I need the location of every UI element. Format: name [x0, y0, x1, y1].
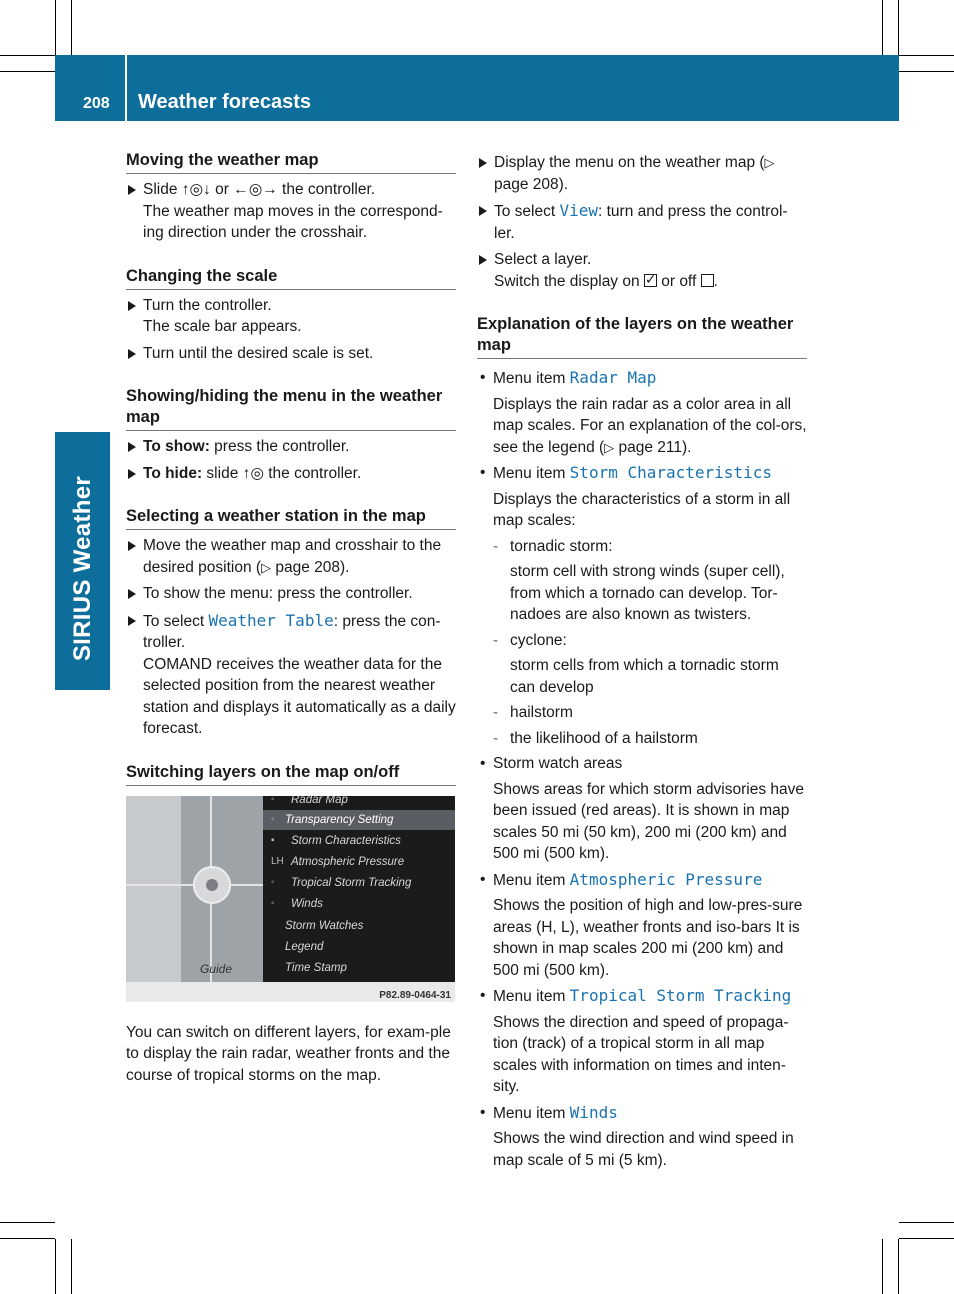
- map-label: Guide: [200, 961, 233, 976]
- item-description: Shows the wind direction and wind speed in map scale of 5 mi (5 km).: [493, 1130, 794, 1169]
- menu-row-icon: ◦: [271, 897, 275, 909]
- arrow-icon: [128, 185, 136, 195]
- menu-row: [263, 796, 455, 810]
- list-item: [477, 367, 807, 390]
- layer-menu: [263, 796, 455, 982]
- crop-mark: [899, 55, 954, 56]
- step-text: : press the con-troller.: [143, 612, 441, 651]
- instruction-step: [126, 436, 456, 458]
- list-item: [477, 1102, 807, 1125]
- menu-item-name: Weather Table: [208, 610, 334, 630]
- step-text: To select: [494, 203, 560, 220]
- figure-footer: [126, 982, 455, 1002]
- page-title: Weather forecasts: [138, 91, 312, 113]
- crop-mark: [898, 0, 899, 55]
- page-header: [55, 55, 899, 121]
- header-divider: [125, 55, 127, 121]
- step-text: Turn until the desired scale is set.: [143, 344, 374, 362]
- crop-mark: [898, 1239, 899, 1294]
- menu-row-label: Storm Characteristics: [291, 834, 401, 847]
- screen-figure: [126, 796, 455, 1002]
- menu-item-name: Winds: [569, 1102, 618, 1122]
- section-heading: Showing/hiding the menu in the weather map: [126, 386, 456, 431]
- section-heading: Changing the scale: [126, 266, 456, 290]
- checkbox-empty-icon: [701, 274, 714, 287]
- menu-row-icon: ◦: [271, 795, 275, 805]
- step-text: Display the menu on the weather map (: [494, 154, 765, 171]
- instruction-step: [477, 152, 807, 195]
- section-scale: [126, 266, 456, 365]
- step-text: Select a layer.: [494, 251, 592, 268]
- crop-mark: [55, 1239, 56, 1294]
- step-text: or off: [656, 272, 701, 290]
- menu-row: [263, 810, 455, 830]
- sub-item-description: storm cell with strong winds (super cell), from which a tornado can develop. Tor-nadoes are also known as twisters.: [510, 563, 785, 623]
- step-text: Switch the display on: [494, 272, 644, 290]
- controller-slide-up-icon: ↑◎: [242, 464, 264, 482]
- crop-mark: [0, 1238, 55, 1239]
- menu-row-label: Legend: [285, 940, 324, 953]
- weather-map: [126, 796, 263, 982]
- item-description: Shows areas for which storm advisories have been issued (red areas). It is shown in map scales 50 mi (50 km), 200 mi (200 km) and 500 mi (500 km).: [493, 780, 804, 862]
- bullet-icon: •: [480, 369, 486, 386]
- sub-list-item: [477, 536, 807, 558]
- item-text: hailstorm: [510, 704, 573, 721]
- figure-caption: You can switch on different layers, for exam-ple to display the rain radar, weather fronts and the course of tropical storms on the map.: [126, 1023, 451, 1084]
- step-text: the controller.: [277, 181, 376, 198]
- step-label: To hide:: [143, 464, 203, 482]
- crop-mark: [899, 71, 954, 72]
- instruction-step: [126, 463, 456, 485]
- step-text: Slide: [143, 181, 182, 198]
- arrow-icon: [479, 255, 487, 265]
- section-heading: Selecting a weather station in the map: [126, 506, 456, 530]
- checkbox-checked-icon: [644, 274, 657, 287]
- section-heading: Moving the weather map: [126, 150, 456, 174]
- step-text: page 208).: [494, 175, 569, 193]
- crop-mark: [882, 0, 883, 55]
- list-item: [477, 462, 807, 485]
- crop-mark: [882, 1239, 883, 1294]
- step-result: COMAND receives the weather data for the selected position from the nearest weather station and displays it automatically as a daily forecast.: [143, 655, 456, 737]
- step-text: or: [210, 181, 234, 198]
- menu-row: [263, 873, 455, 893]
- menu-row-label: Transparency Setting: [285, 813, 394, 826]
- item-text: tornadic storm:: [510, 537, 613, 555]
- menu-item-name: Radar Map: [569, 368, 657, 387]
- page-ref-icon: ▷: [261, 559, 272, 575]
- menu-row-label: Atmospheric Pressure: [291, 855, 405, 868]
- menu-row-label: Time Stamp: [285, 961, 347, 974]
- section-steps: [477, 152, 807, 292]
- step-result: The scale bar appears.: [143, 318, 302, 335]
- dash-icon: -: [493, 631, 499, 649]
- instruction-step: [477, 249, 807, 292]
- list-item: [477, 985, 807, 1008]
- sub-list-item: [477, 728, 807, 750]
- instruction-step: [126, 610, 456, 740]
- arrow-icon: [479, 206, 487, 216]
- page-ref-icon: ▷: [764, 155, 775, 170]
- step-text: the controller.: [263, 464, 362, 482]
- dash-icon: -: [493, 537, 499, 555]
- menu-item-name: Storm Characteristics: [569, 463, 772, 482]
- section-heading: Explanation of the layers on the weather map: [477, 314, 807, 359]
- sub-item-description: storm cells from which a tornadic storm can develop: [510, 657, 779, 696]
- item-text: Menu item: [493, 465, 570, 482]
- menu-item-name: Tropical Storm Tracking: [569, 986, 792, 1005]
- arrow-icon: [479, 158, 487, 168]
- instruction-step: [126, 179, 456, 244]
- crop-mark: [0, 55, 55, 56]
- crop-mark: [71, 1239, 72, 1294]
- step-text: Move the weather map and crosshair to the desired position (: [143, 537, 442, 576]
- arrow-icon: [128, 301, 136, 311]
- bullet-icon: •: [480, 870, 486, 888]
- step-result: The weather map moves in the correspond-ing direction under the crosshair.: [143, 202, 443, 241]
- instruction-step: [126, 295, 456, 338]
- crop-mark: [899, 1238, 954, 1239]
- step-text: .: [713, 272, 718, 290]
- list-item: [477, 869, 807, 892]
- section-moving: [126, 150, 456, 244]
- item-text: page 211).: [614, 438, 692, 456]
- section-station: [126, 506, 456, 740]
- instruction-step: [126, 343, 456, 365]
- sub-list-item: [477, 702, 807, 724]
- item-text: cyclone:: [510, 631, 567, 649]
- side-tab-label-wrap: [55, 432, 110, 690]
- menu-row: [263, 937, 455, 957]
- step-text: slide: [202, 464, 243, 482]
- arrow-icon: [128, 469, 136, 479]
- crop-mark: [0, 1222, 55, 1223]
- arrow-icon: [128, 349, 136, 359]
- bullet-icon: •: [480, 987, 486, 1004]
- crop-mark: [0, 71, 55, 72]
- arrow-icon: [128, 616, 136, 626]
- arrow-icon: [128, 442, 136, 452]
- item-text: Storm watch areas: [493, 755, 623, 772]
- list-item: [477, 753, 807, 775]
- instruction-step: [126, 583, 456, 605]
- item-text: Menu item: [493, 988, 570, 1005]
- item-text: Displays the rain radar as a color area in all map scales. For an explanation of the col-ors, see the legend (: [493, 395, 807, 456]
- step-text: To select: [143, 612, 209, 630]
- dash-icon: -: [493, 729, 499, 747]
- menu-row-icon: ▪: [271, 834, 275, 846]
- menu-row-icon: LH: [271, 855, 284, 867]
- map-water: [126, 796, 186, 982]
- dash-icon: -: [493, 704, 499, 721]
- item-text: Menu item: [493, 1104, 570, 1122]
- crop-mark: [71, 0, 72, 55]
- menu-row: [263, 852, 455, 872]
- arrow-icon: [128, 541, 136, 551]
- side-tab-label: SIRIUS Weather: [68, 476, 96, 662]
- arrow-icon: [128, 589, 136, 599]
- menu-row-label: Tropical Storm Tracking: [291, 876, 412, 889]
- controller-slide-horizontal-icon: ←◎→: [233, 181, 278, 198]
- sub-list-item: [477, 630, 807, 652]
- item-description: Shows the direction and speed of propaga-tion (track) of a tropical storm in all map scales with information on times and inten-sity.: [493, 1013, 789, 1095]
- item-text: Menu item: [493, 370, 570, 387]
- menu-row: [263, 958, 455, 978]
- step-text: To show the menu: press the controller.: [143, 585, 413, 602]
- left-column: [126, 150, 456, 1086]
- step-text: : turn and press the control-ler.: [494, 203, 788, 242]
- section-layers: [126, 762, 456, 1087]
- right-column: [477, 150, 807, 1193]
- page-number: 208: [83, 95, 110, 112]
- menu-row-label: Storm Watches: [285, 919, 364, 932]
- crop-mark: [55, 0, 56, 55]
- controller-slide-vertical-icon: ↑◎↓: [181, 181, 211, 198]
- menu-row: [263, 916, 455, 936]
- bullet-icon: •: [480, 1103, 486, 1121]
- menu-row: [263, 894, 455, 914]
- bullet-icon: •: [480, 464, 486, 481]
- instruction-step: [477, 200, 807, 244]
- menu-row-label: Radar Map: [291, 795, 348, 806]
- menu-row: [263, 831, 455, 851]
- crop-mark: [899, 1222, 954, 1223]
- crosshair-icon: [193, 866, 231, 904]
- page-ref-icon: ▷: [604, 439, 615, 455]
- item-description: [477, 394, 807, 459]
- menu-item-name: View: [559, 201, 599, 220]
- section-explain: [477, 314, 807, 1171]
- step-text: Turn the controller.: [143, 296, 272, 314]
- item-description: Displays the characteristics of a storm in all map scales:: [493, 490, 791, 529]
- step-label: To show:: [143, 438, 210, 455]
- instruction-step: [126, 535, 456, 578]
- menu-item-name: Atmospheric Pressure: [569, 869, 763, 889]
- figure-code: P82.89-0464-31: [379, 989, 451, 1001]
- step-text: page 208).: [271, 558, 350, 576]
- item-text: Menu item: [493, 871, 570, 889]
- step-text: press the controller.: [209, 438, 350, 455]
- item-text: the likelihood of a hailstorm: [510, 729, 698, 747]
- section-heading: Switching layers on the map on/off: [126, 762, 456, 786]
- item-description: Shows the position of high and low-pres-sure areas (H, L), weather fronts and iso-bars It is shown in map scales 200 mi (200 km) and 500 mi (500 km).: [493, 897, 803, 979]
- menu-row-icon: ◦: [271, 876, 275, 888]
- bullet-icon: •: [480, 755, 486, 772]
- menu-row-label: Winds: [291, 897, 323, 910]
- menu-row-icon: ◦: [271, 813, 275, 825]
- section-showhide: [126, 386, 456, 484]
